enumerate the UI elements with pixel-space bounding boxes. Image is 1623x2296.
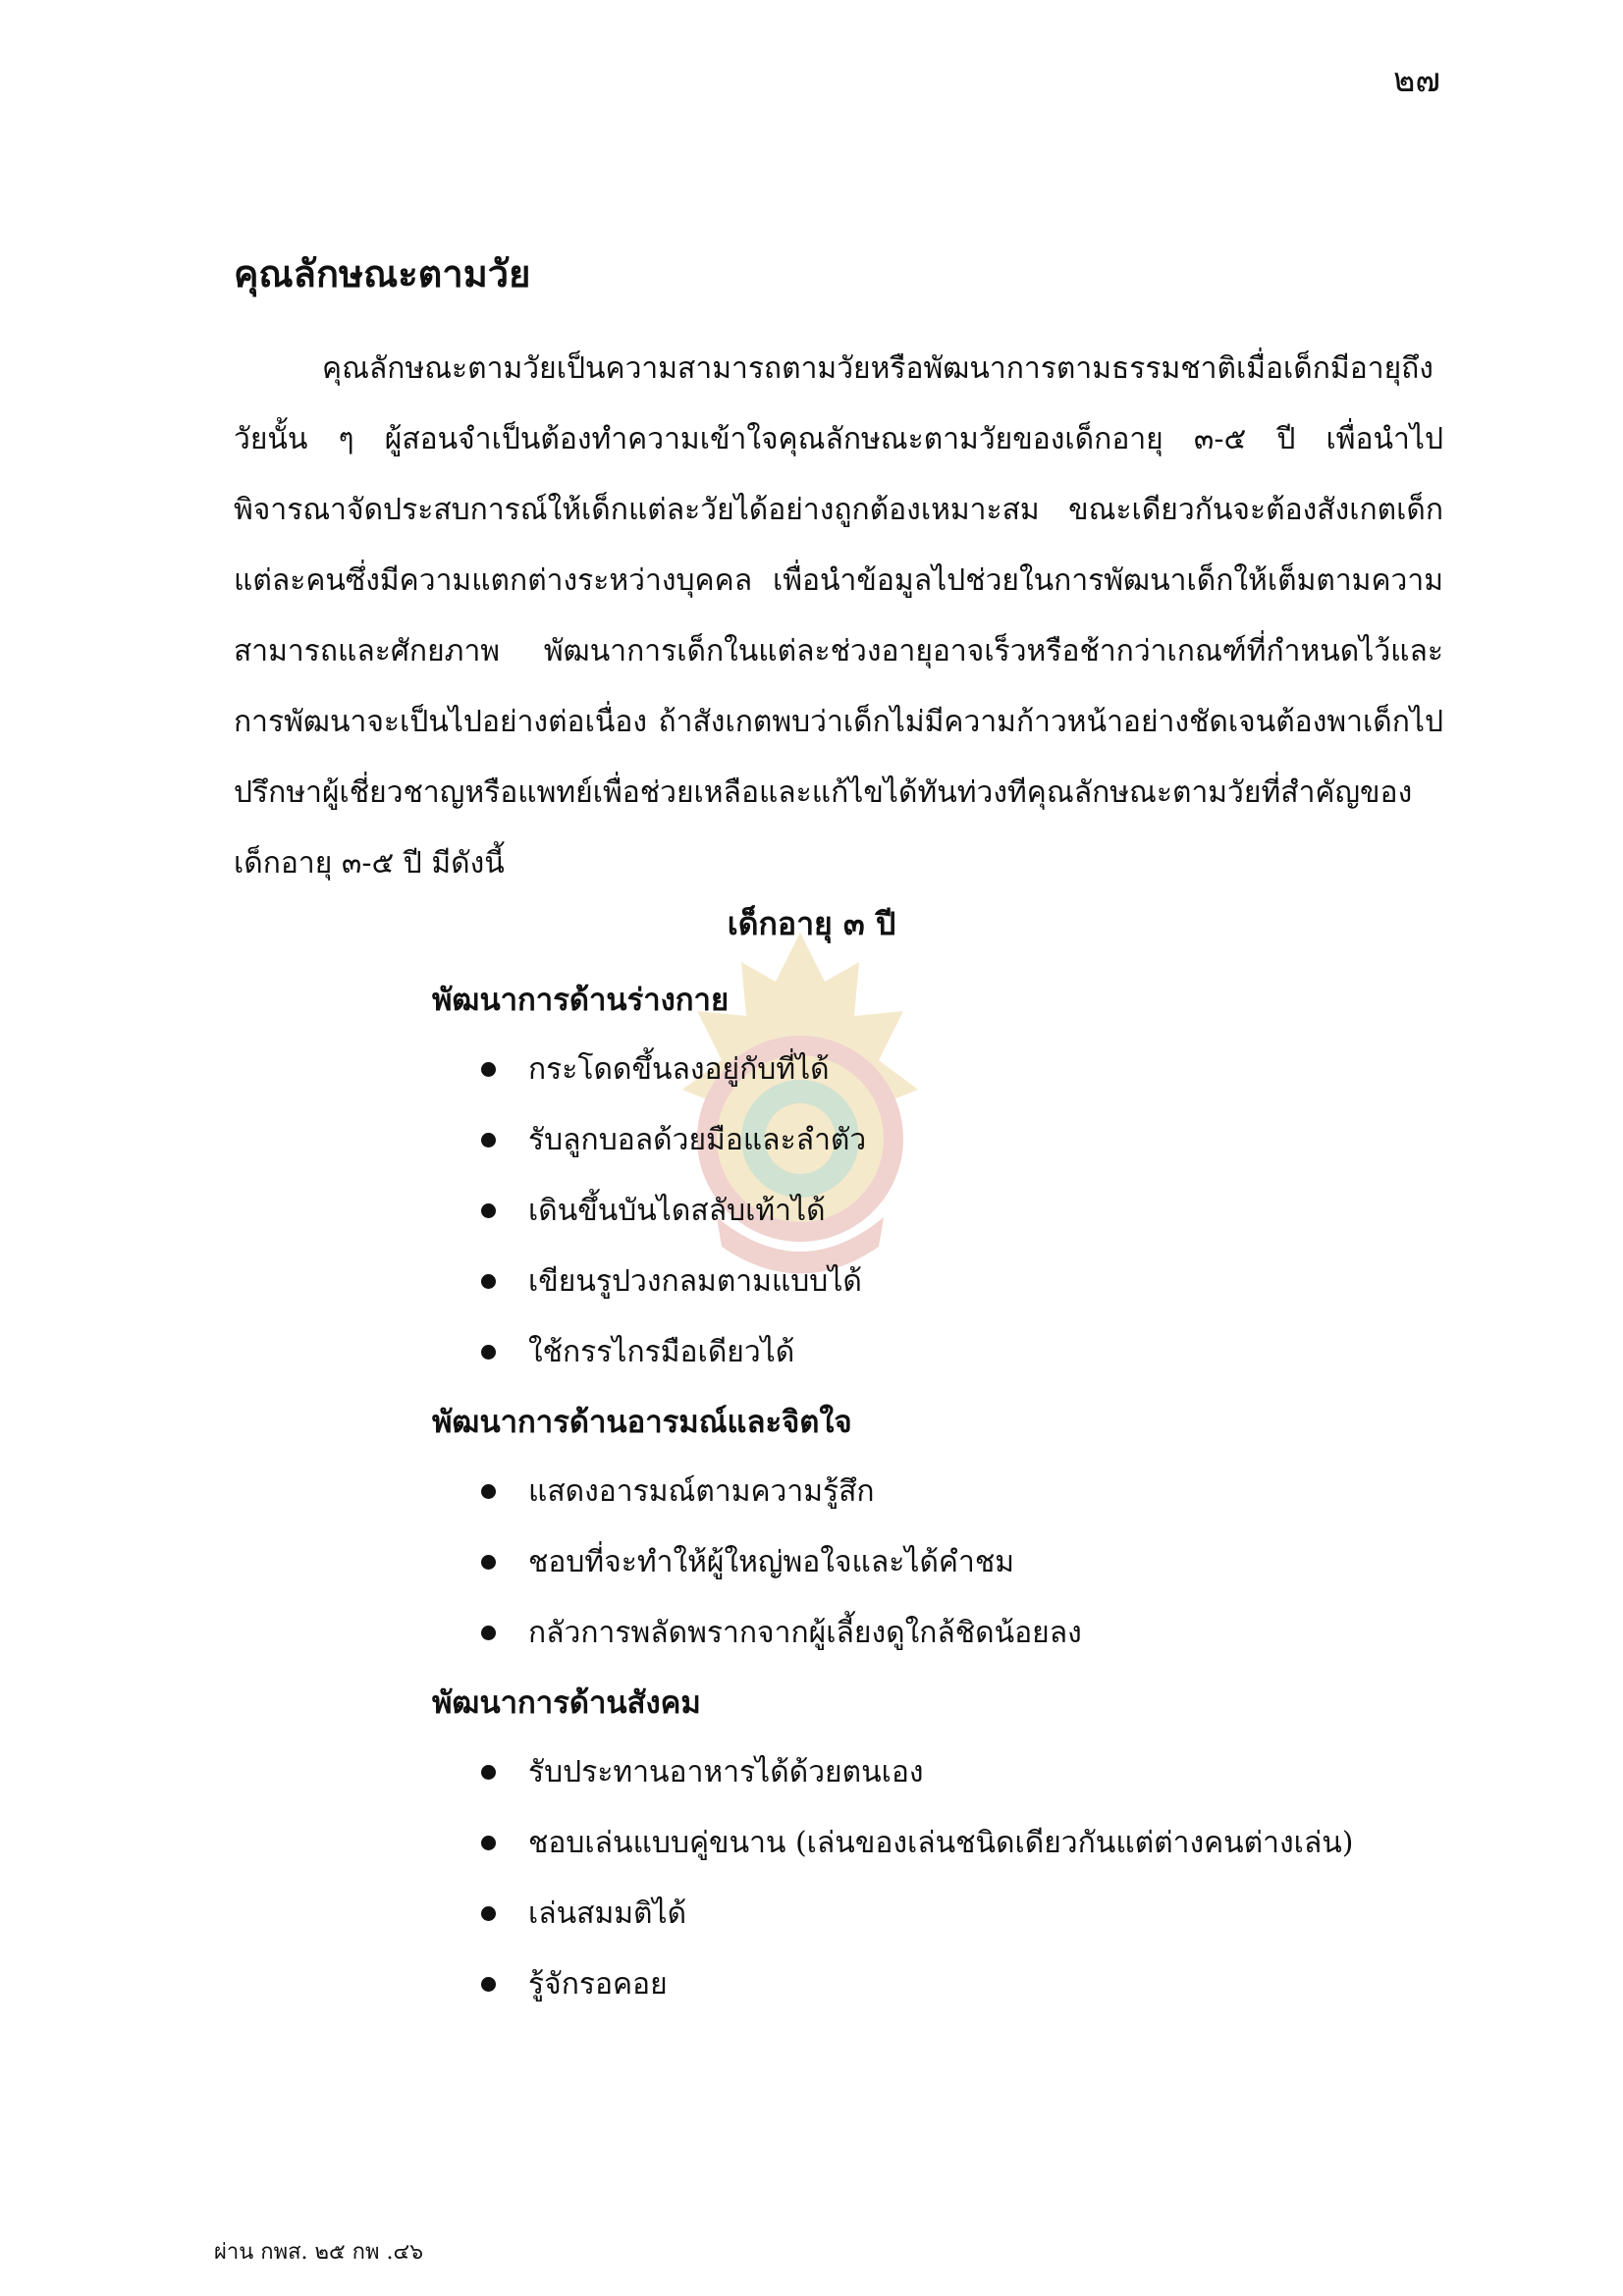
bullet-icon (481, 1836, 496, 1850)
list-item (432, 1247, 1453, 1317)
social-development-section (432, 1669, 1453, 2020)
list-item-text: กระโดดขึ้นลงอยู่กับที่ได้ (528, 1052, 830, 1087)
bullet-icon (481, 1555, 496, 1570)
list-item (432, 1457, 1453, 1527)
list-item-text: เล่นสมมติได้ (528, 1896, 687, 1931)
bullet-icon (481, 1203, 496, 1218)
list-item (432, 1737, 1453, 1808)
list-item-text: รับประทานอาหารได้ด้วยตนเอง (528, 1755, 924, 1789)
bullet-icon (481, 1345, 496, 1360)
list-item-text: ชอบที่จะทำให้ผู้ใหญ่พอใจและได้คำชม (528, 1545, 1014, 1579)
bullet-icon (481, 1062, 496, 1077)
list-item-text: เดินขึ้นบันไดสลับเท้าได้ (528, 1194, 826, 1228)
emotional-development-section (432, 1388, 1453, 1669)
page-number: ๒๗ (1393, 61, 1440, 100)
bullet-icon (481, 1977, 496, 1992)
list-item-text: กลัวการพลัดพรากจากผู้เลี้ยงดูใกล้ชิดน้อยลง (528, 1616, 1082, 1650)
physical-development-heading: พัฒนาการด้านร่างกาย (432, 983, 730, 1018)
list-item (432, 1949, 1453, 2020)
emotional-development-list (432, 1457, 1453, 1669)
footer-note: ผ่าน กพส. ๒๕ กพ .๔๖ (214, 2240, 424, 2265)
list-item (432, 1176, 1453, 1247)
bullet-icon (481, 1274, 496, 1289)
list-item (432, 1527, 1453, 1598)
physical-development-list (432, 1035, 1453, 1388)
social-development-heading: พัฒนาการด้านสังคม (432, 1685, 701, 1721)
bullet-icon (481, 1906, 496, 1921)
list-item (432, 1808, 1453, 1879)
age-heading: เด็กอายุ ๓ ปี (727, 905, 896, 942)
list-item (432, 1598, 1453, 1669)
social-development-list (432, 1737, 1453, 2020)
emotional-development-heading: พัฒนาการด้านอารมณ์และจิตใจ (432, 1405, 852, 1440)
list-item (432, 1879, 1453, 1949)
list-item-text: เขียนรูปวงกลมตามแบบได้ (528, 1264, 862, 1299)
physical-development-section (432, 966, 1453, 1388)
list-item (432, 1035, 1453, 1105)
list-item (432, 1105, 1453, 1176)
list-item-text: รู้จักรอคอย (528, 1967, 668, 2002)
list-item-text: ใช้กรรไกรมือเดียวได้ (528, 1335, 795, 1369)
bullet-icon (481, 1133, 496, 1148)
list-item (432, 1317, 1453, 1388)
section-title: คุณลักษณะตามวัย (234, 251, 531, 295)
bullet-icon (481, 1484, 496, 1499)
list-item-text: รับลูกบอลด้วยมือและลำตัว (528, 1123, 867, 1157)
list-item-text: ชอบเล่นแบบคู่ขนาน (เล่นของเล่นชนิดเดียวกันแต่ต่างคนต่างเล่น) (528, 1826, 1354, 1860)
list-item-text: แสดงอารมณ์ตามความรู้สึก (528, 1474, 875, 1509)
intro-paragraph: คุณลักษณะตามวัยเป็นความสามารถตามวัยหรือพัฒนาการตามธรรมชาติเมื่อเด็กมีอายุถึงวัยนั้น ๆ ผู้สอนจำเป็นต้องทำความเข้าใจคุณลักษณะตามวัยของเด็กอายุ ๓-๕ ปี เพื่อนำไปพิจารณาจัดประสบการณ์ให้เด็กแต่ละวัยได้อย่างถูกต้องเหมาะสม ขณะเดียวกันจะต้องสังเกตเด็กแต่ละคนซึ่งมีความแตกต่างระหว่างบุคคล เพื่อนำข้อมูลไปช่วยในการพัฒนาเด็กให้เต็มตามความสามารถและศักยภาพ พัฒนาการเด็กในแต่ละช่วงอายุอาจเร็วหรือช้ากว่าเกณฑ์ที่กำหนดไว้และการพัฒนาจะเป็นไปอย่างต่อเนื่อง ถ้าสังเกตพบว่าเด็กไม่มีความก้าวหน้าอย่างชัดเจนต้องพาเด็กไปปรึกษาผู้เชี่ยวชาญหรือแพทย์เพื่อช่วยเหลือและแก้ไขได้ทันท่วงทีคุณลักษณะตามวัยที่สำคัญของเด็กอายุ ๓-๕ ปี มีดังนี้ (234, 351, 1443, 881)
bullet-icon (481, 1626, 496, 1640)
bullet-icon (481, 1765, 496, 1780)
